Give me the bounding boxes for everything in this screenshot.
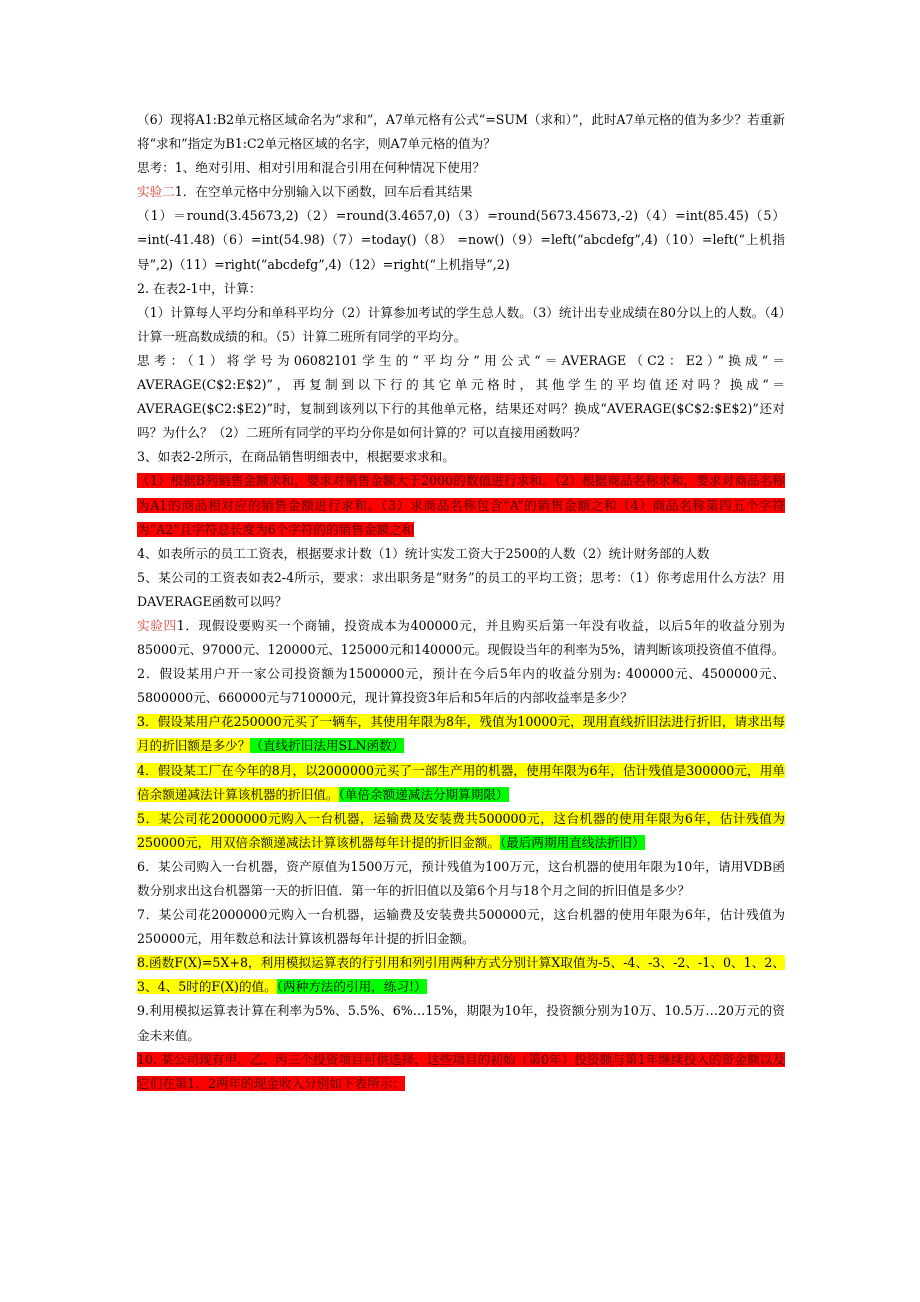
- paragraph-text: 9.利用模拟运算表计算在利率为5%、5.5%、6%…15%，期限为10年，投资额分别为10万、10.5万…20万元的资金未来值。: [137, 1003, 785, 1043]
- paragraph-q2: [137, 277, 785, 301]
- paragraph-e4-6: [137, 855, 785, 903]
- yellow-highlighted-text: 3．假设某用户花250000元买了一辆车，其使用年限为8年，残值为10000元，现用直线折旧法进行折旧，请求出每月的折旧额是多少？: [137, 714, 785, 754]
- green-highlighted-note: （两种方法的引用，练习!）: [276, 979, 427, 995]
- yellow-highlighted-text: 8.函数F(X)=5X+8，利用模拟运算表的行引用和列引用两种方式分别计算X取值为-5、-4、-3、-2、-1、0、1、2、3、4、5时的F(X)的值。: [137, 955, 785, 995]
- paragraph-text: （6）现将A1:B2单元格区域命名为“求和”，A7单元格有公式“=SUM（求和）”，此时A7单元格的值为多少？若重新将“求和”指定为B1:C2单元格区域的名字，则A7单元格的值为？: [137, 112, 785, 152]
- paragraph-text: （1）计算每人平均分和单科平均分（2）计算参加考试的学生总人数。（3）统计出专业成绩在80分以上的人数。（4）计算一班高数成绩的和。（5）计算二班所有同学的平均分。: [137, 304, 785, 344]
- paragraph-q3: [137, 445, 785, 469]
- paragraph-exp2: [137, 180, 785, 204]
- paragraph-e4-10: [137, 1048, 785, 1096]
- paragraph-think2: [137, 349, 785, 445]
- paragraph-text: 2．假设某用户开一家公司投资额为1500000元，预计在今后5年内的收益分别为: 400000元、4500000元、5800000元、660000元与710000元，现计算投资3年后和5年后的内部收益率是多少？: [137, 666, 785, 706]
- paragraph-text: 5、某公司的工资表如表2-4所示，要求：求出职务是“财务”的员工的平均工资；思考：（1）你考虑用什么方法？用DAVERAGE函数可以吗？: [137, 569, 785, 609]
- paragraph-text: 3、如表2-2所示，在商品销售明细表中，根据要求求和。: [137, 449, 455, 465]
- paragraph-e4-2: [137, 662, 785, 710]
- red-highlighted-text: 10. 某公司现有甲、乙、丙三个投资项目可供选择，这些项目的初始（第0年）投资额与第1年继续投入的资金额以及它们在第1、2两年的现金收入分别如下表所示：: [137, 1051, 785, 1091]
- experiment-label: 实验二: [137, 184, 175, 200]
- paragraph-funcs: [137, 204, 785, 276]
- green-highlighted-note: （最后两期用直线法折旧）: [499, 834, 645, 850]
- paragraph-text: 1．现假设要购买一个商铺，投资成本为400000元，并且购买后第一年没有收益，以后5年的收益分别为85000元、97000元、120000元、125000元和140000元。现假设当年的利率为5%，请判断该项投资值不值得。: [137, 617, 786, 658]
- paragraph-e4-5: [137, 807, 785, 855]
- green-highlighted-note: （直线折旧法用SLN函数）: [250, 738, 405, 754]
- paragraph-q6: [137, 108, 785, 156]
- paragraph-text: （1）＝round(3.45673,2)（2）=round(3.4657,0)（3）=round(5673.45673,-2)（4）=int(85.45)（5）=int(-41.48)（6）=int(54.98)（7）=today()（8） =now()（9）=left(“abcdefg”,4)（10）=left(“上机指导”,2)（11）=right(“abcdefg”,4)（12）=right(“上机指导”,2): [137, 208, 785, 272]
- paragraph-e4-9: [137, 999, 785, 1047]
- paragraph-e4-7: [137, 903, 785, 951]
- paragraph-text: 思考：1、绝对引用、相对引用和混合引用在何种情况下使用？: [137, 160, 486, 176]
- paragraph-e4-4: [137, 759, 785, 807]
- paragraph-text: 6．某公司购入一台机器，资产原值为1500万元，预计残值为100万元，这台机器的使用年限为10年，请用VDB函数分别求出这台机器第一天的折旧值．第一年的折旧值以及第6个月与18个月之间的折旧值是多少？: [137, 858, 785, 898]
- paragraph-text: 7．某公司花2000000元购入一台机器，运输费及安装费共500000元，这台机器的使用年限为6年，估计残值为250000元，用年数总和法计算该机器每年计提的折旧金额。: [137, 907, 785, 947]
- paragraph-text: 2. 在表2-1中，计算：: [137, 280, 262, 296]
- paragraph-q4: [137, 542, 785, 566]
- paragraph-q2-items: [137, 301, 785, 349]
- paragraph-text: 思考：（1）将学号为06082101学生的“平均分”用公式“＝AVERAGE（C2：E2）”换成“＝AVERAGE(C$2:E$2)”，再复制到以下行的其它单元格时，其他学生的平均值还对吗？换成“＝AVERAGE($C2:$E2)”时，复制到该列以下行的其他单元格，结果还对吗？换成“AVERAGE($C$2:$E$2)”还对吗？为什么？（2）二班所有同学的平均分你是如何计算的？可以直接用函数吗？: [137, 352, 785, 441]
- green-highlighted-note: （单倍余额递减法分期算期限）: [338, 786, 509, 802]
- paragraph-e4-3: [137, 710, 785, 758]
- red-highlighted-text: （1）根据B列销售金额求和，要求对销售金额大于2000的数值进行求和。（2）根据商品名称求和，要求对商品名称为A1的商品相对应的销售金额进行求和。（3）求商品名称包含“A”的销售金额之和（4）商品名称第四五个字符为“A2”且字符总长度为6个字符的的销售金额之和: [137, 473, 785, 537]
- paragraph-think1: [137, 156, 785, 180]
- paragraph-q5: [137, 566, 785, 614]
- yellow-highlighted-text: 4．假设某工厂在今年的8月，以2000000元买了一部生产用的机器，使用年限为6年，估计残值是300000元，用单倍余额递减法计算该机器的折旧值。: [137, 762, 785, 802]
- paragraph-exp4: [137, 614, 785, 662]
- yellow-highlighted-text: 5．某公司花2000000元购入一台机器，运输费及安装费共500000元，这台机器的使用年限为6年，估计残值为250000元，用双倍余额递减法计算该机器每年计提的折旧金额。: [137, 810, 785, 850]
- paragraph-text: 1．在空单元格中分别输入以下函数，回车后看其结果: [174, 184, 473, 200]
- paragraph-text: 4、如表所示的员工工资表，根据要求计数（1）统计实发工资大于2500的人数（2）统计财务部的人数: [137, 545, 710, 561]
- document-page: [137, 108, 785, 1096]
- paragraph-q3-items: [137, 469, 785, 541]
- experiment-label: 实验四: [137, 617, 177, 633]
- paragraph-e4-8: [137, 951, 785, 999]
